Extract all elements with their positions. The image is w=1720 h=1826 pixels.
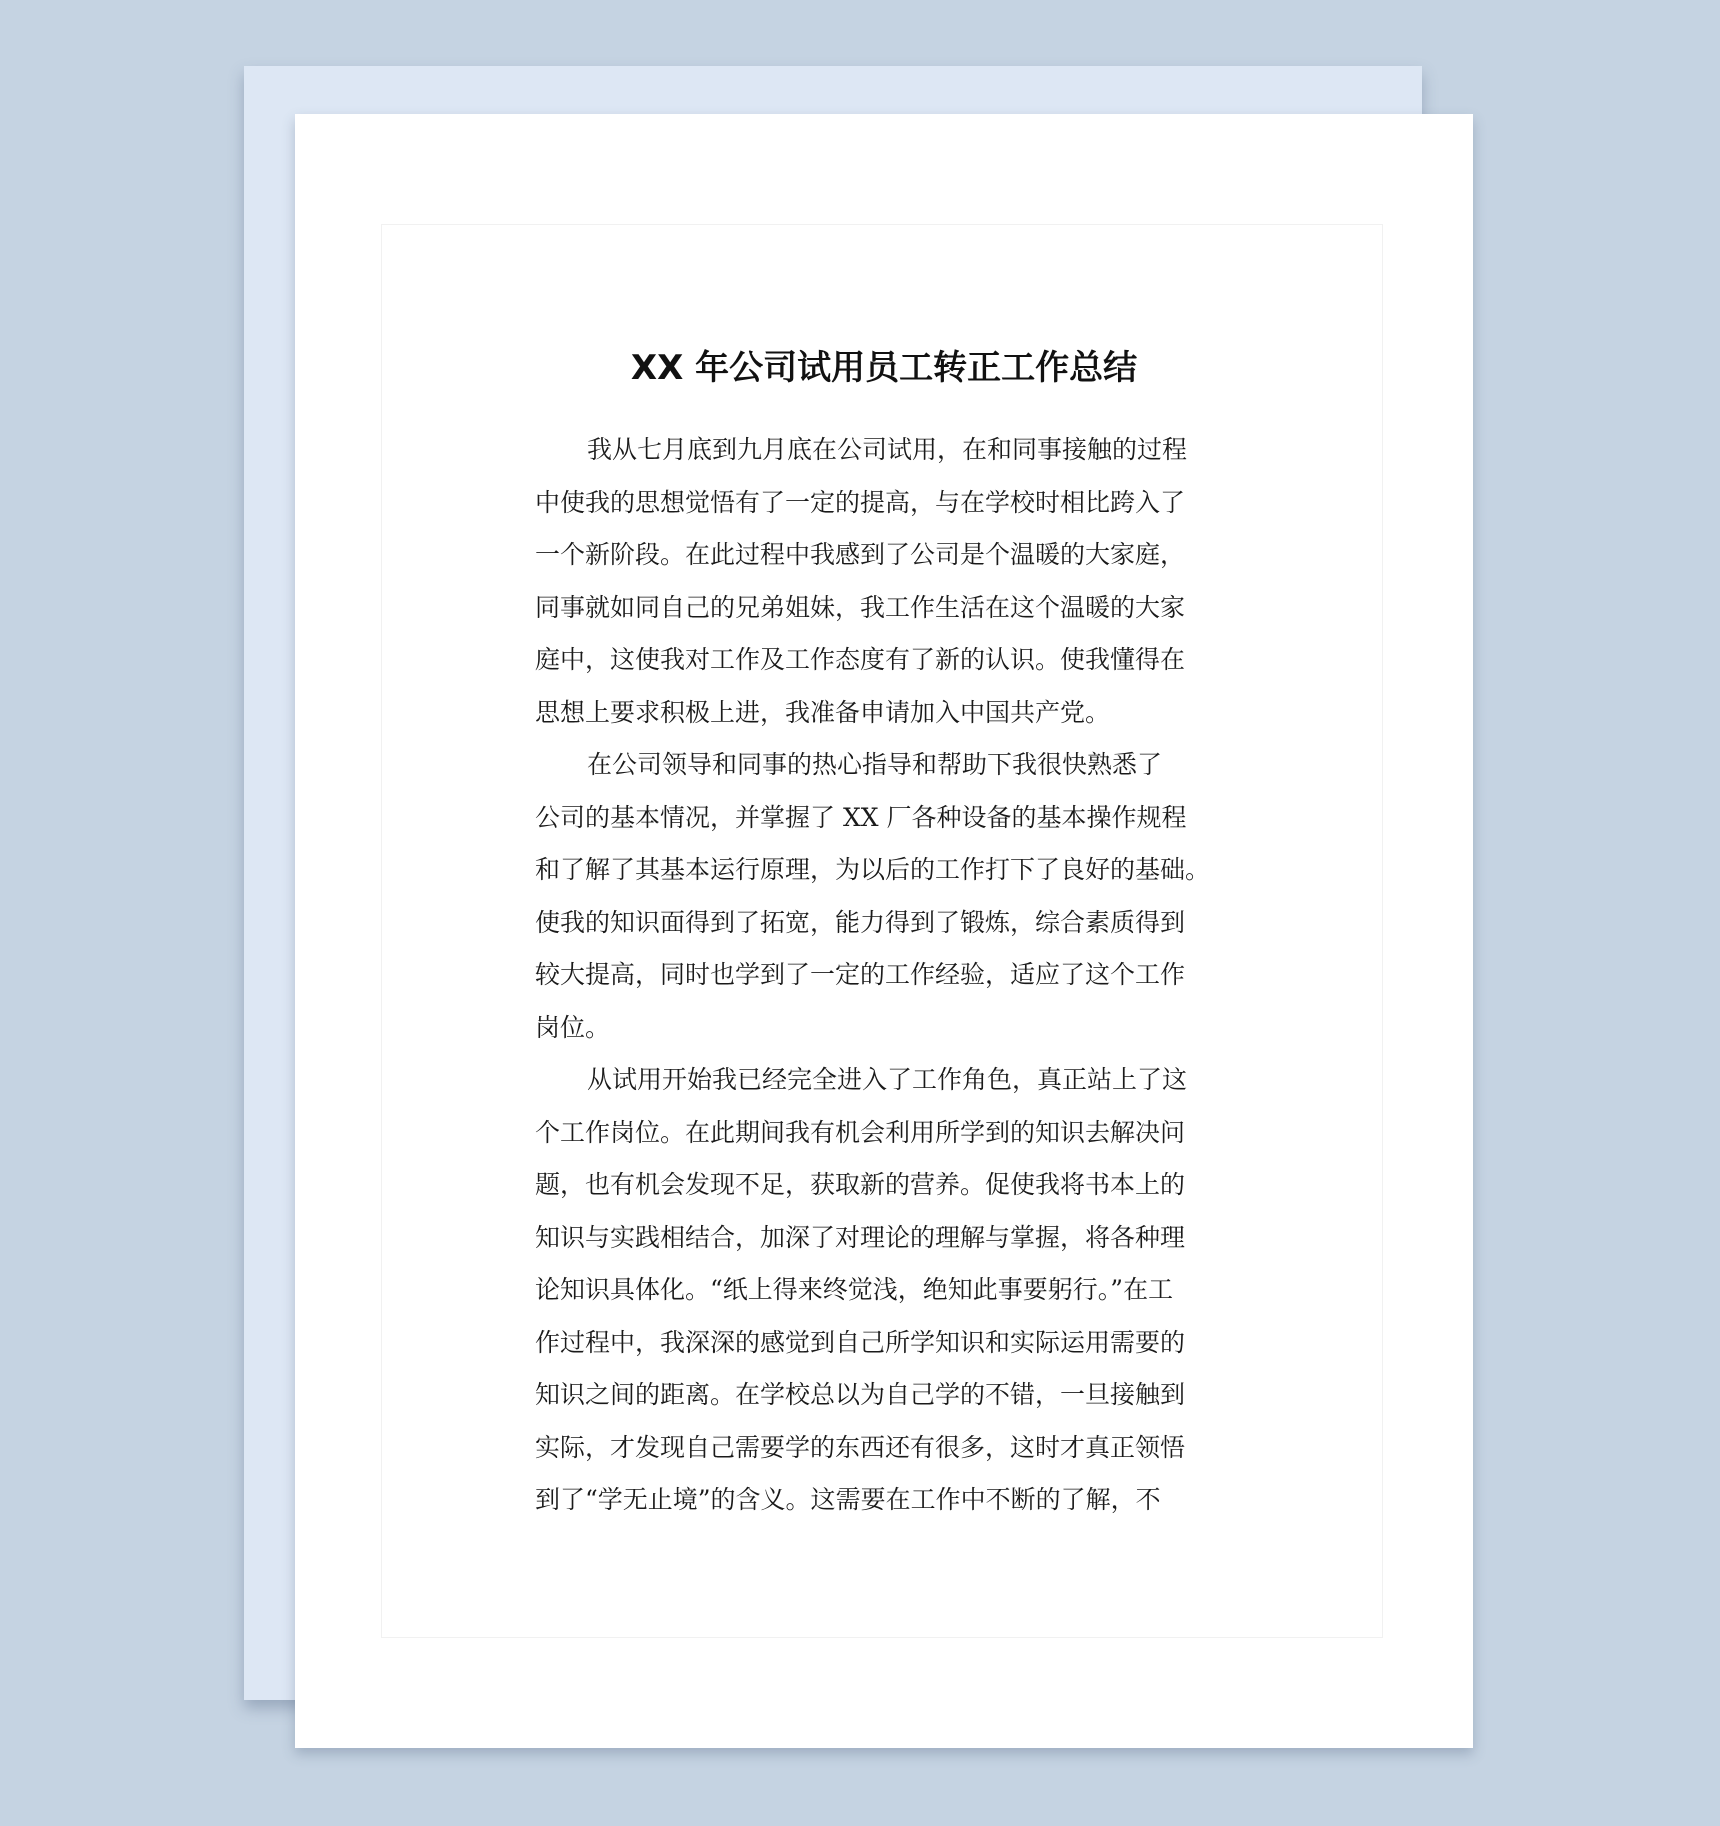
paragraph-2-line-3: 和了解了其基本运行原理，为以后的工作打下了良好的基础。 [535, 855, 1211, 884]
paragraph-2-line-5: 较大提高，同时也学到了一定的工作经验，适应了这个工作 [535, 960, 1186, 989]
paragraph-2-line-2: 公司的基本情况，并掌握了 XX 厂各种设备的基本操作规程 [535, 802, 1187, 832]
paragraph-3-line-4: 知识与实践相结合，加深了对理论的理解与掌握，将各种理 [535, 1222, 1186, 1252]
paragraph-1-line-6: 思想上要求积极上进，我准备申请加入中国共产党。 [535, 697, 1111, 727]
document-title: XX 年公司试用员工转正工作总结 [630, 348, 1138, 388]
paragraph-3-line-6: 作过程中，我深深的感觉到自己所学知识和实际运用需要的 [535, 1327, 1186, 1357]
paragraph-1-line-2: 中使我的思想觉悟有了一定的提高，与在学校时相比跨入了 [535, 487, 1186, 517]
paragraph-3-line-3: 题，也有机会发现不足，获取新的营养。促使我将书本上的 [535, 1170, 1186, 1199]
paragraph-1-line-1: 我从七月底到九月底在公司试用，在和同事接触的过程 [587, 435, 1188, 464]
paragraph-3-line-8: 实际，才发现自己需要学的东西还有很多，这时才真正领悟 [535, 1432, 1186, 1462]
paragraph-1-line-4: 同事就如同自己的兄弟姐妹，我工作生活在这个温暖的大家 [535, 592, 1186, 622]
paragraph-2-line-1: 在公司领导和同事的热心指导和帮助下我很快熟悉了 [587, 750, 1163, 779]
paragraph-3-line-1: 从试用开始我已经完全进入了工作角色，真正站上了这 [587, 1065, 1188, 1094]
paragraph-3-line-7: 知识之间的距离。在学校总以为自己学的不错，一旦接触到 [535, 1380, 1186, 1409]
paragraph-2-line-4: 使我的知识面得到了拓宽，能力得到了锻炼，综合素质得到 [535, 907, 1186, 937]
document-body [535, 424, 1235, 1527]
paragraph-3-line-2: 个工作岗位。在此期间我有机会利用所学到的知识去解决问 [535, 1117, 1186, 1147]
paragraph-2-line-6: 岗位。 [535, 1012, 611, 1042]
paragraph-1-line-5: 庭中，这使我对工作及工作态度有了新的认识。使我懂得在 [535, 645, 1186, 674]
paragraph-1-line-3: 一个新阶段。在此过程中我感到了公司是个温暖的大家庭， [535, 540, 1186, 569]
paragraph-3-line-9: 到了“学无止境”的含义。这需要在工作中不断的了解，不 [535, 1485, 1161, 1514]
document-page [295, 114, 1473, 1748]
paragraph-3-line-5: 论知识具体化。“纸上得来终觉浅，绝知此事要躬行。”在工 [535, 1275, 1174, 1304]
